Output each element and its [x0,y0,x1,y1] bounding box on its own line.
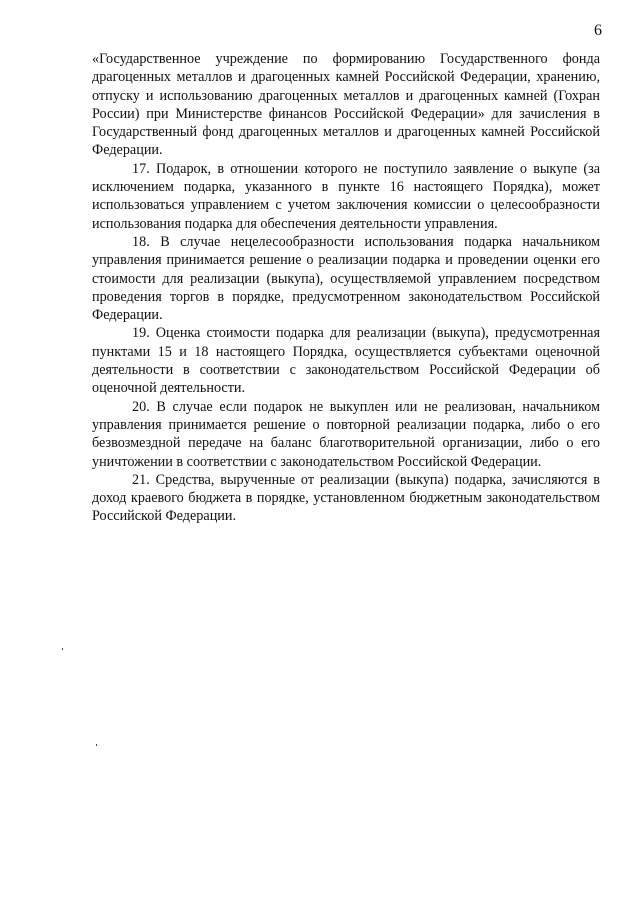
page-number: 6 [594,22,602,39]
scan-speck [62,648,63,650]
paragraph-continuation: «Государственное учреждение по формированию Государственного фонда драгоценных металлов и драгоценных камней Российской Федерации, хранению, отпуску и использованию драгоценных металлов и драгоценных камней (Гохран России) при Министерстве финансов Российской Федерации» для зачисления в Государственный фонд драгоценных металлов и драгоценных камней Российской Федерации. [92,51,600,159]
scan-speck [96,744,97,746]
paragraph-21: 21. Средства, вырученные от реализации (выкупа) подарка, зачисляются в доход краевого бюджета в порядке, установленном бюджетным законодательством Российской Федерации. [92,471,600,525]
document-body [92,50,600,526]
paragraph-19: 19. Оценка стоимости подарка для реализации (выкупа), предусмотренная пунктами 15 и 18 настоящего Порядка, осуществляется субъектами оценочной деятельности в соответствии с законодательством Российской Федерации об оценочной деятельности. [92,325,600,397]
paragraph-18: 18. В случае нецелесообразности использования подарка начальником управления принимается решение о реализации подарка и проведении оценки его стоимости для реализации (выкупа), осуществляемой управлением посредством проведения торгов в порядке, предусмотренном законодательством Российской Федерации. [92,233,600,324]
paragraph-20: 20. В случае если подарок не выкуплен или не реализован, начальником управления принимается решение о повторной реализации подарка, либо о его безвозмездной передаче на баланс благотворительной организации, либо о его уничтожении в соответствии с законодательством Российской Федерации. [92,398,600,470]
paragraph-17: 17. Подарок, в отношении которого не поступило заявление о выкупе (за исключением подарка, указанного в пункте 16 настоящего Порядка), может использоваться управлением с учетом заключения комиссии о целесообразности использования подарка для обеспечения деятельности управления. [92,160,600,232]
